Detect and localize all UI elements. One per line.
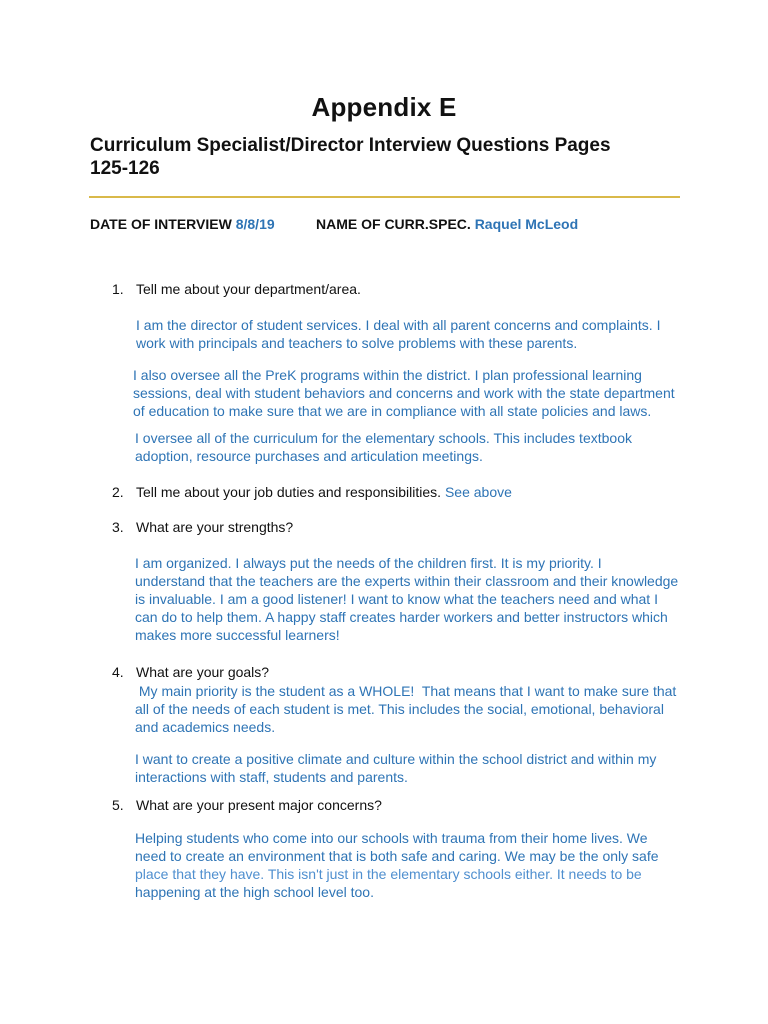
question-5 [112,796,382,814]
question-number: 2. [112,484,124,500]
answer-line: sessions, deal with student behaviors and concerns and work with the state department [133,385,675,401]
answer-line: interactions with staff, students and parents. [135,769,408,785]
question-number: 1. [112,281,124,297]
answer-line: My main priority is the student as a WHOLE! That means that I want to make sure that [135,683,677,699]
answer-paragraph [135,682,680,736]
answer-line: work with principals and teachers to solve problems with these parents. [136,335,578,351]
answer-line: can do to help them. A happy staff creates harder workers and better instructors which [135,609,668,625]
answer-line: I am the director of student services. I deal with all parent concerns and complaints. I [136,317,661,333]
answer-paragraph [136,316,681,352]
question-1 [112,280,361,298]
question-number: 3. [112,519,124,535]
question-text: What are your goals? [136,664,270,680]
name-label: NAME OF CURR.SPEC. [316,216,471,232]
answer-line: need to create an environment that is both safe and caring. We may be the only safe [135,848,659,864]
specialist-name [316,216,578,232]
answer-line: is invaluable. I am a good listener! I want to know what the teachers need and what I [135,591,658,607]
answer-line: I oversee all of the curriculum for the elementary schools. This includes textbook [135,430,632,446]
answer-paragraph [135,829,680,901]
header-divider [89,196,680,198]
answer-line: understand that the teachers are the experts within their classroom and their knowledge [135,573,679,589]
answer-line: I want to create a positive climate and culture within the school district and within my [135,751,657,767]
date-value: 8/8/19 [235,216,275,232]
answer-paragraph [135,750,680,786]
document-subtitle [90,134,690,180]
question-text: Tell me about your department/area. [136,281,361,297]
interview-date [90,216,275,232]
question-text: Tell me about your job duties and responsibilities. [136,484,442,500]
name-value: Raquel McLeod [474,216,579,232]
page-title: Appendix E [311,92,457,122]
question-2 [112,483,512,501]
question-text: What are your present major concerns? [136,797,382,813]
subtitle-line: Curriculum Specialist/Director Interview Questions Pages [90,135,611,156]
answer-line: Helping students who come into our schools with trauma from their home lives. We [135,830,648,846]
inline-answer: See above [444,484,512,500]
answer-line: place that they have. This isn't just in the elementary schools either. It needs to be [135,866,642,882]
question-number: 5. [112,797,124,813]
answer-line: all of the needs of each student is met. This includes the social, emotional, behavioral [135,701,664,717]
answer-paragraph [135,554,680,644]
answer-line: I am organized. I always put the needs of the children first. It is my priority. I [135,555,602,571]
answer-line: adoption, resource purchases and articulation meetings. [135,448,483,464]
question-number: 4. [112,664,124,680]
answer-line: makes more successful learners! [135,627,340,643]
answer-line: and academics needs. [135,719,276,735]
answer-line: of education to make sure that we are in compliance with all state policies and laws. [133,403,652,419]
date-label: DATE OF INTERVIEW [90,216,232,232]
subtitle-line: 125-126 [90,158,160,179]
question-text: What are your strengths? [136,519,294,535]
answer-line: happening at the high school level too. [135,884,374,900]
answer-paragraph [135,429,680,465]
question-4 [112,663,269,681]
answer-line: I also oversee all the PreK programs within the district. I plan professional learning [133,367,642,383]
answer-paragraph [133,366,678,420]
question-3 [112,518,293,536]
